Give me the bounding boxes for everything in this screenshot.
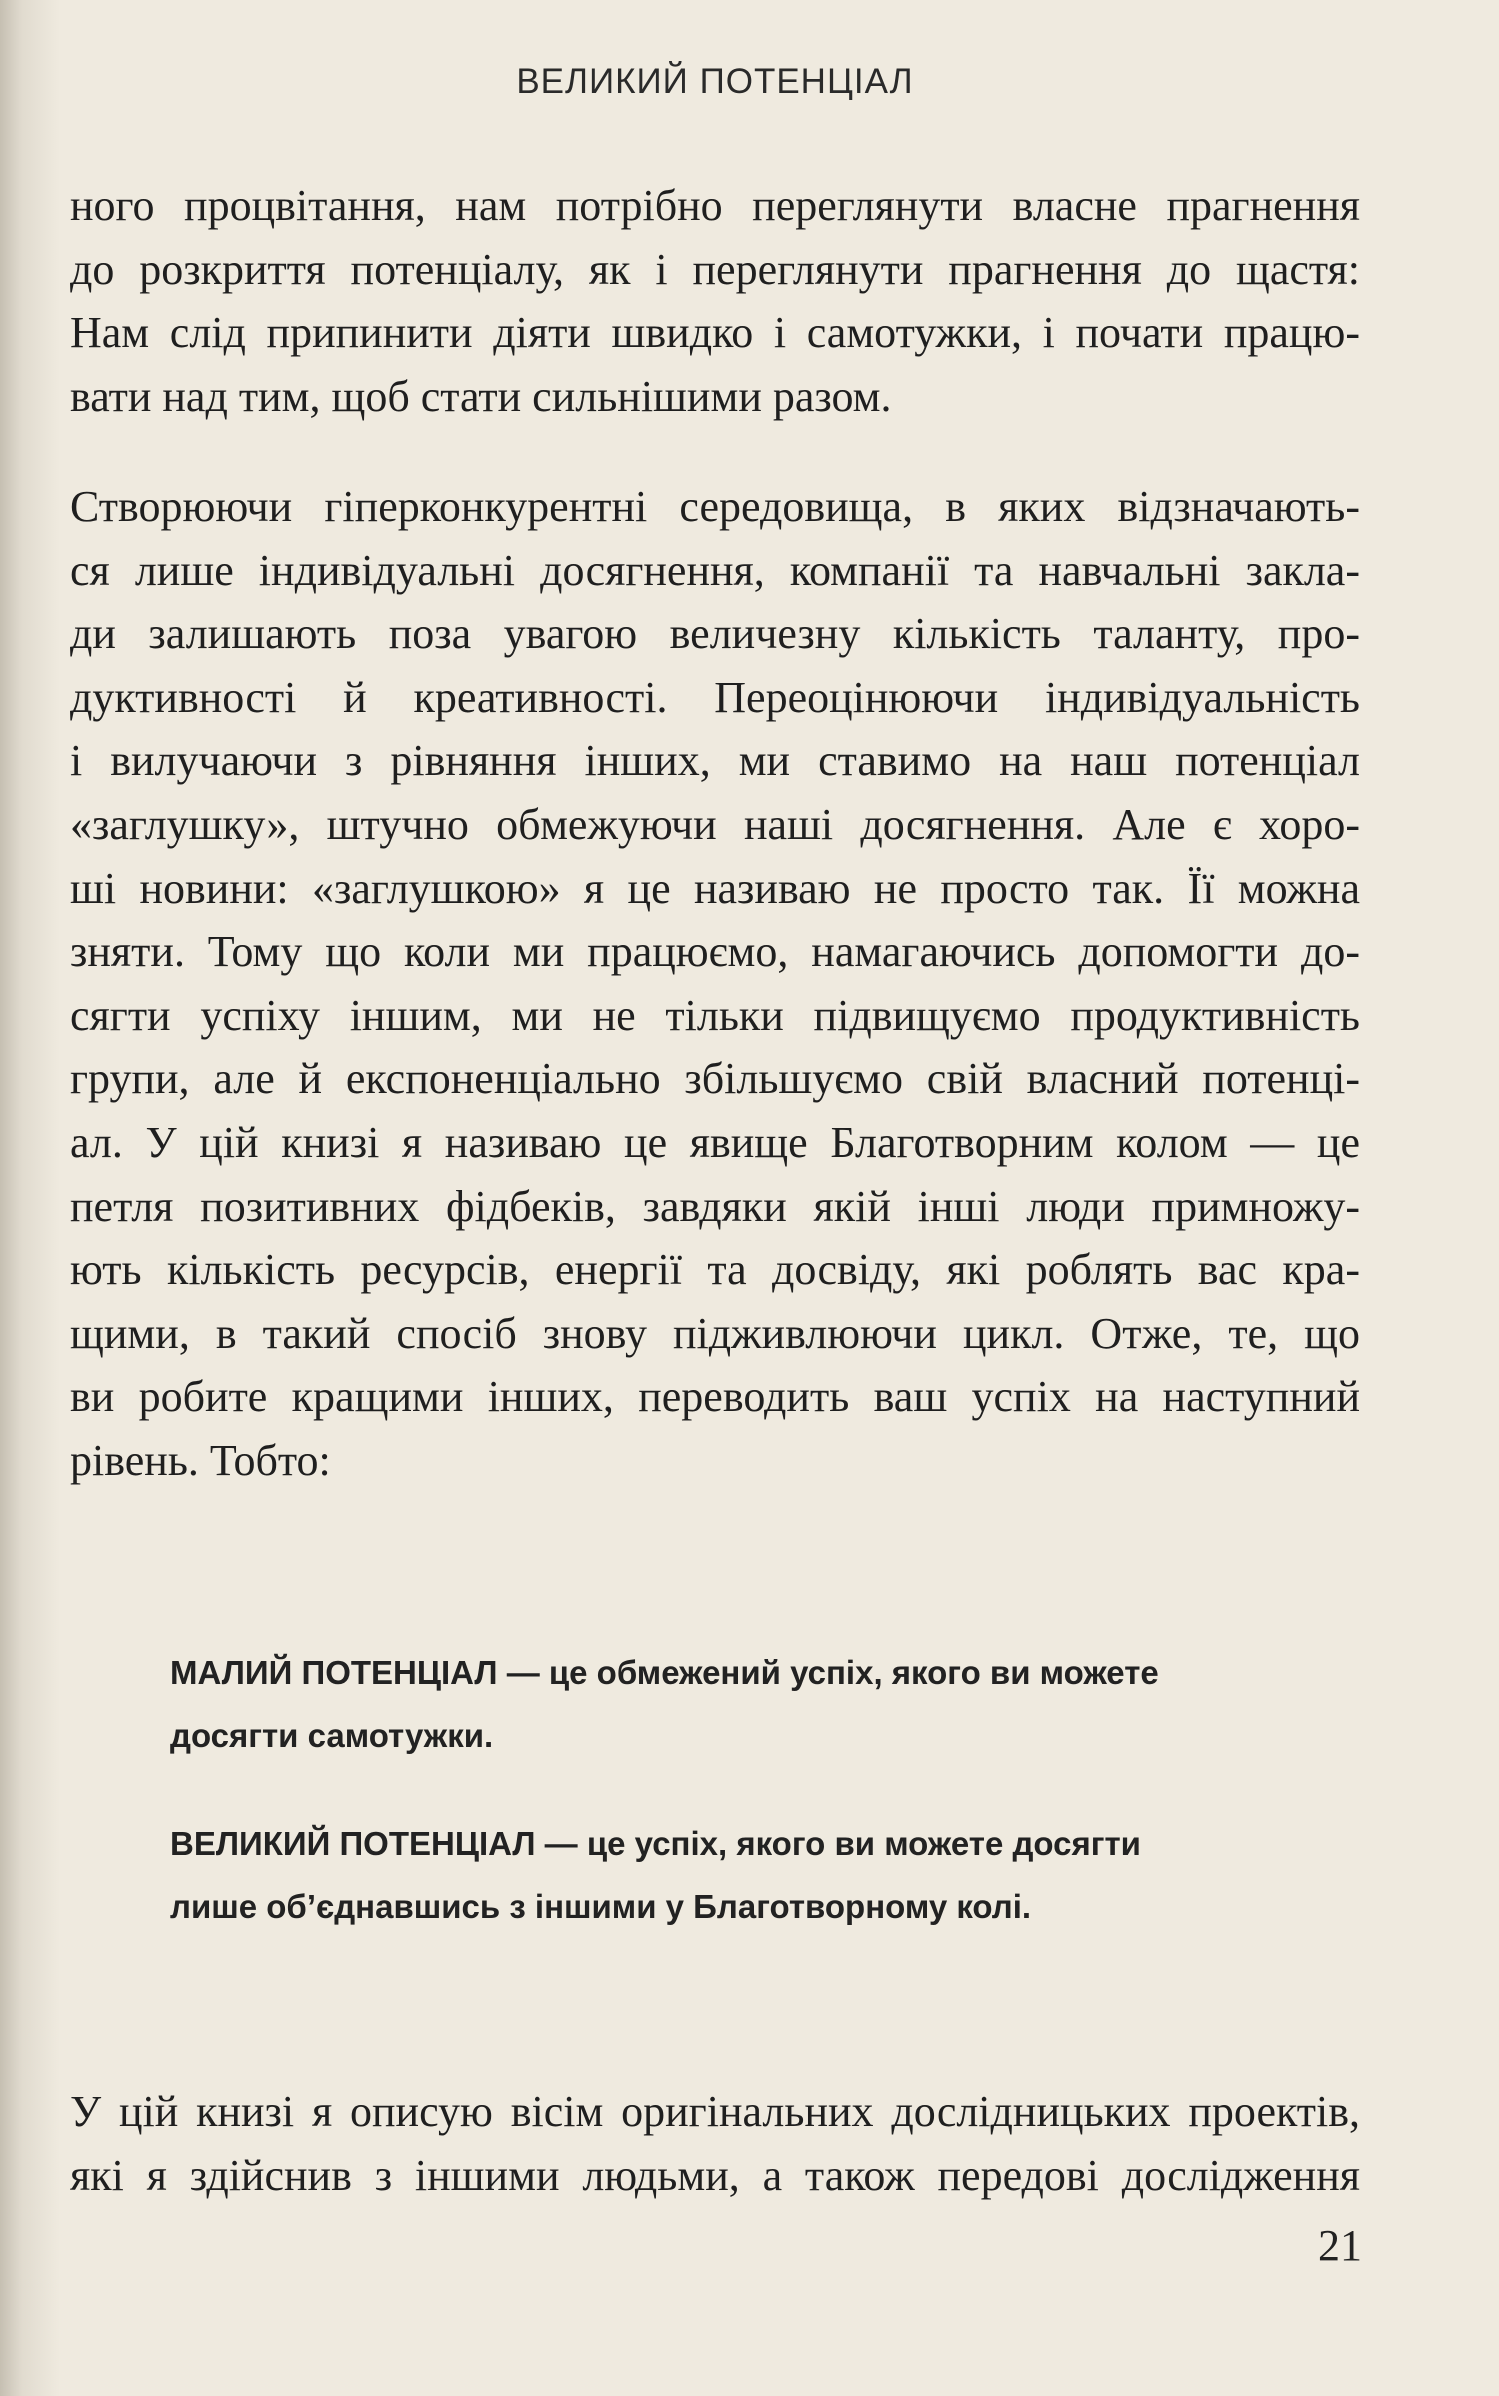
text-line: дуктивності й креативності. Переоцінюючи індивідуальність: [70, 672, 1360, 722]
text-line: які я здійснив з іншими людьми, а також передові дослідження: [70, 2150, 1360, 2200]
text-line: ного процвітання, нам потрібно переглянути власне прагнення: [70, 181, 1360, 230]
text-line: У цій книзі я описую вісім оригінальних дослідницьких проектів,: [70, 2087, 1360, 2136]
paragraph-1: [70, 174, 1360, 428]
text-line: і вилучаючи з рівняння інших, ми ставимо на наш потенціал: [70, 736, 1360, 786]
callout-big-potential: [170, 1812, 1275, 1938]
text-line: сягти успіху іншим, ми не тільки підвищуємо продуктивність: [70, 990, 1360, 1040]
text-line: ся лише індивідуальні досягнення, компанії та навчальні закла-: [70, 545, 1360, 595]
running-head: ВЕЛИКИЙ ПОТЕНЦІАЛ: [516, 62, 914, 101]
text-line: вати над тим, щоб стати сильнішими разом.: [70, 371, 892, 421]
paragraph-2: [70, 475, 1360, 1493]
text-line: ал. У цій книзі я називаю це явище Благотворним колом — це: [70, 1117, 1360, 1167]
text-line: зняти. Тому що коли ми працюємо, намагаючись допомогти до-: [70, 927, 1360, 977]
paragraph-3: [70, 2080, 1360, 2207]
text-line: петля позитивних фідбеків, завдяки якій інші люди примножу-: [70, 1181, 1360, 1231]
callout-line: досягти самотужки.: [170, 1717, 494, 1754]
text-line: ші новини: «заглушкою» я це називаю не просто так. Її можна: [70, 863, 1360, 913]
callout-small-potential: [170, 1641, 1275, 1767]
text-line: до розкриття потенціалу, як і переглянути прагнення до щастя:: [70, 244, 1360, 294]
text-line: рівень. Тобто:: [70, 1435, 331, 1485]
text-line: ють кількість ресурсів, енергії та досвіду, які роблять вас кра-: [70, 1245, 1360, 1295]
page-number: 21: [1318, 2221, 1362, 2270]
text-line: Нам слід припинити діяти швидко і самотужки, і почати працю-: [70, 308, 1360, 358]
text-line: ди залишають поза увагою величезну кількість таланту, про-: [70, 609, 1360, 659]
text-line: групи, але й експоненціально збільшуємо свій власний потенці-: [70, 1054, 1360, 1104]
text-line: ви робите кращими інших, переводить ваш успіх на наступний: [70, 1372, 1360, 1422]
callout-line: ВЕЛИКИЙ ПОТЕНЦІАЛ — це успіх, якого ви можете досягти: [170, 1825, 1141, 1862]
text-line: щими, в такий спосіб знову підживлюючи цикл. Отже, те, що: [70, 1308, 1360, 1358]
callout-line: лише об’єднавшись з іншими у Благотворному колі.: [170, 1888, 1032, 1925]
text-line: Створюючи гіперконкурентні середовища, в яких відзначають-: [70, 482, 1360, 531]
callout-line: МАЛИЙ ПОТЕНЦІАЛ — це обмежений успіх, якого ви можете: [170, 1654, 1159, 1691]
text-line: «заглушку», штучно обмежуючи наші досягнення. Але є хоро-: [70, 799, 1360, 849]
